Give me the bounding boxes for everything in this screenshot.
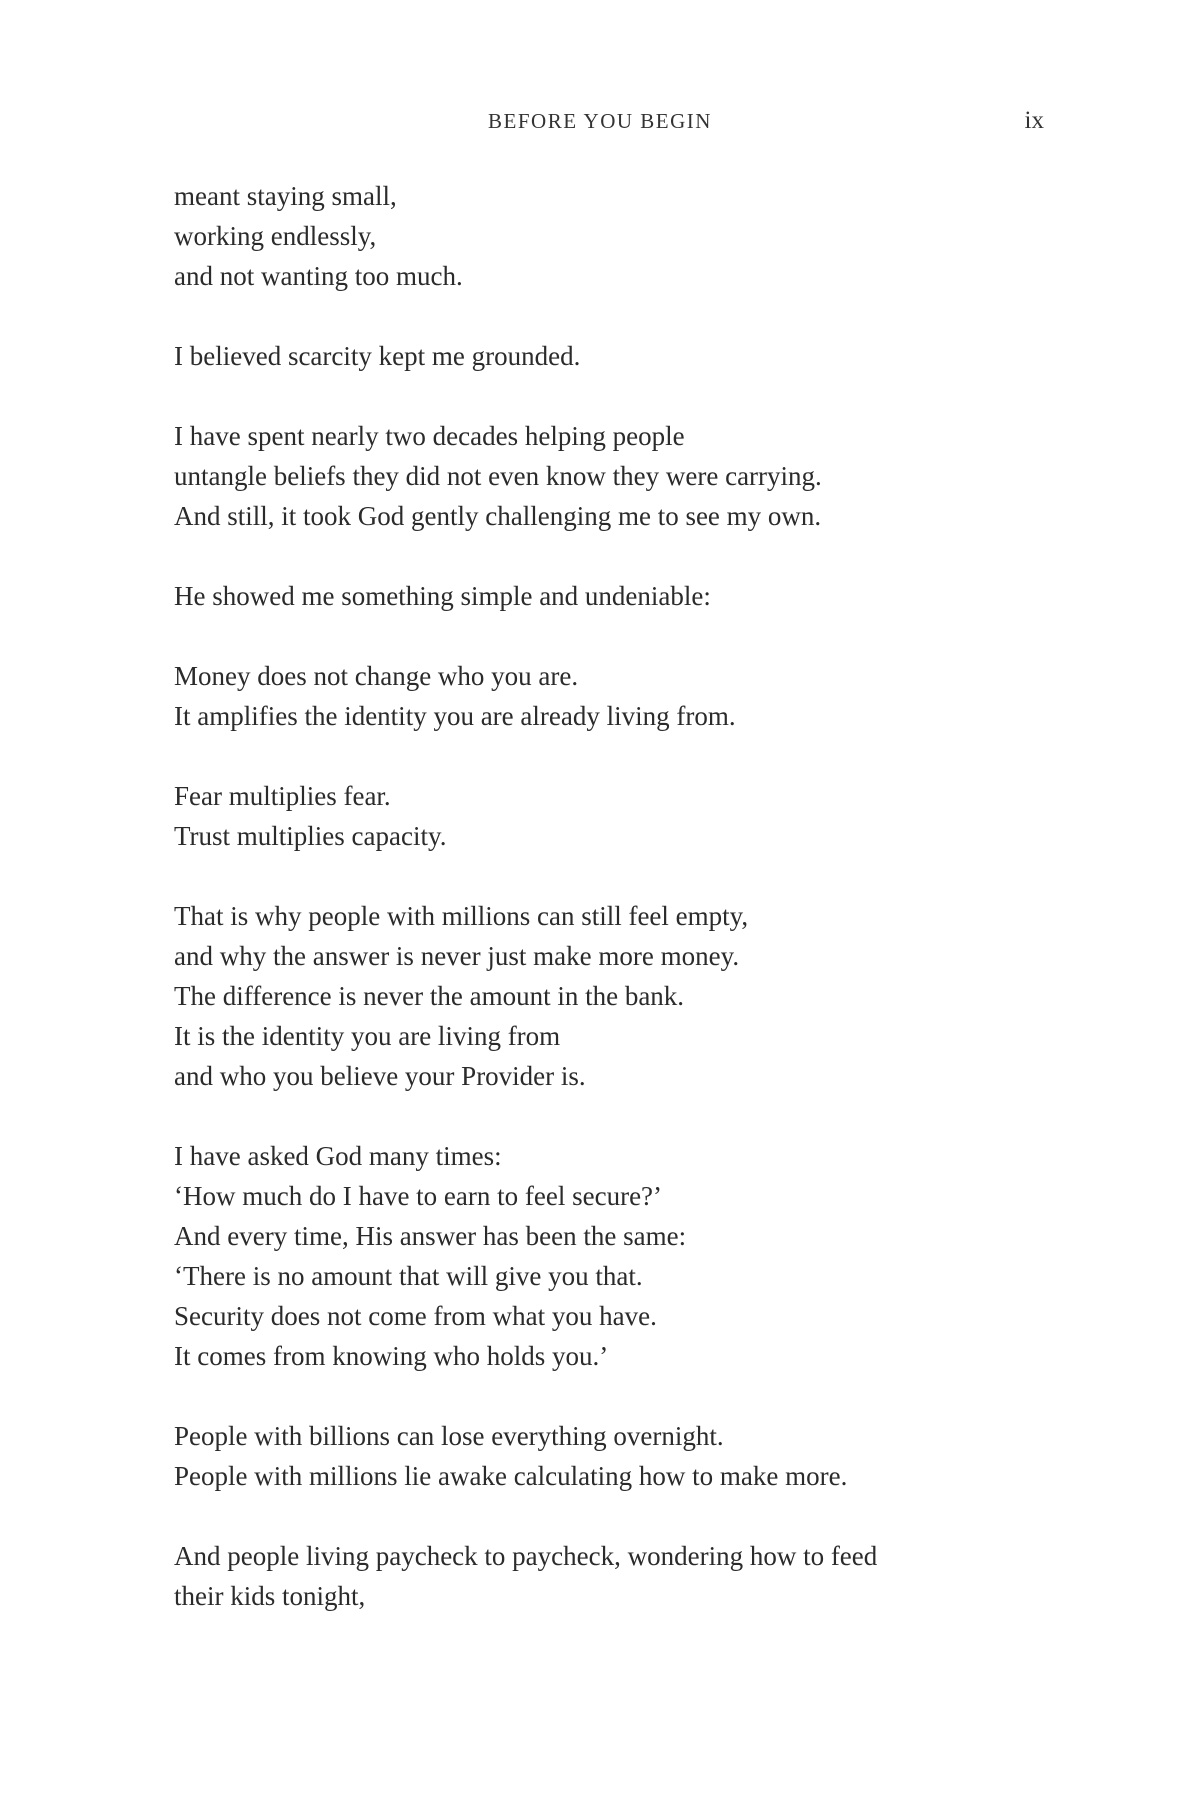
- text-line: ‘There is no amount that will give you that.: [174, 1261, 643, 1291]
- text-line: Trust multiplies capacity.: [174, 821, 447, 851]
- stanza: [174, 656, 1054, 736]
- stanza: [174, 576, 1054, 616]
- stanza: [174, 176, 1054, 296]
- text-line: People with millions lie awake calculating how to make more.: [174, 1461, 848, 1491]
- running-head: [0, 106, 1200, 136]
- running-title: BEFORE YOU BEGIN: [488, 109, 712, 133]
- text-line: and not wanting too much.: [174, 261, 463, 291]
- text-line: meant staying small,: [174, 181, 397, 211]
- text-line: I have spent nearly two decades helping people: [174, 421, 685, 451]
- text-line: The difference is never the amount in the bank.: [174, 981, 685, 1011]
- body-text: [174, 176, 1054, 1656]
- text-line: It amplifies the identity you are already living from.: [174, 701, 736, 731]
- text-line: their kids tonight,: [174, 1581, 366, 1611]
- text-line: untangle beliefs they did not even know they were carrying.: [174, 461, 822, 491]
- stanza: [174, 1536, 1054, 1616]
- text-line: People with billions can lose everything overnight.: [174, 1421, 724, 1451]
- stanza: [174, 416, 1054, 536]
- text-line: It is the identity you are living from: [174, 1021, 561, 1051]
- text-line: It comes from knowing who holds you.’: [174, 1341, 609, 1371]
- text-line: And still, it took God gently challenging me to see my own.: [174, 501, 822, 531]
- text-line: And every time, His answer has been the same:: [174, 1221, 687, 1251]
- text-line: And people living paycheck to paycheck, wondering how to feed: [174, 1541, 878, 1571]
- stanza: [174, 336, 1054, 376]
- text-line: That is why people with millions can still feel empty,: [174, 901, 749, 931]
- text-line: and why the answer is never just make more money.: [174, 941, 740, 971]
- text-line: working endlessly,: [174, 221, 377, 251]
- stanza: [174, 896, 1054, 1096]
- text-line: I believed scarcity kept me grounded.: [174, 341, 581, 371]
- text-line: ‘How much do I have to earn to feel secure?’: [174, 1181, 663, 1211]
- stanza: [174, 1136, 1054, 1376]
- text-line: and who you believe your Provider is.: [174, 1061, 586, 1091]
- text-line: I have asked God many times:: [174, 1141, 502, 1171]
- stanza: [174, 776, 1054, 856]
- text-line: Money does not change who you are.: [174, 661, 579, 691]
- stanza: [174, 1416, 1054, 1496]
- text-line: He showed me something simple and undeniable:: [174, 581, 711, 611]
- text-line: Security does not come from what you have.: [174, 1301, 657, 1331]
- text-line: Fear multiplies fear.: [174, 781, 391, 811]
- page-number: ix: [1024, 107, 1044, 134]
